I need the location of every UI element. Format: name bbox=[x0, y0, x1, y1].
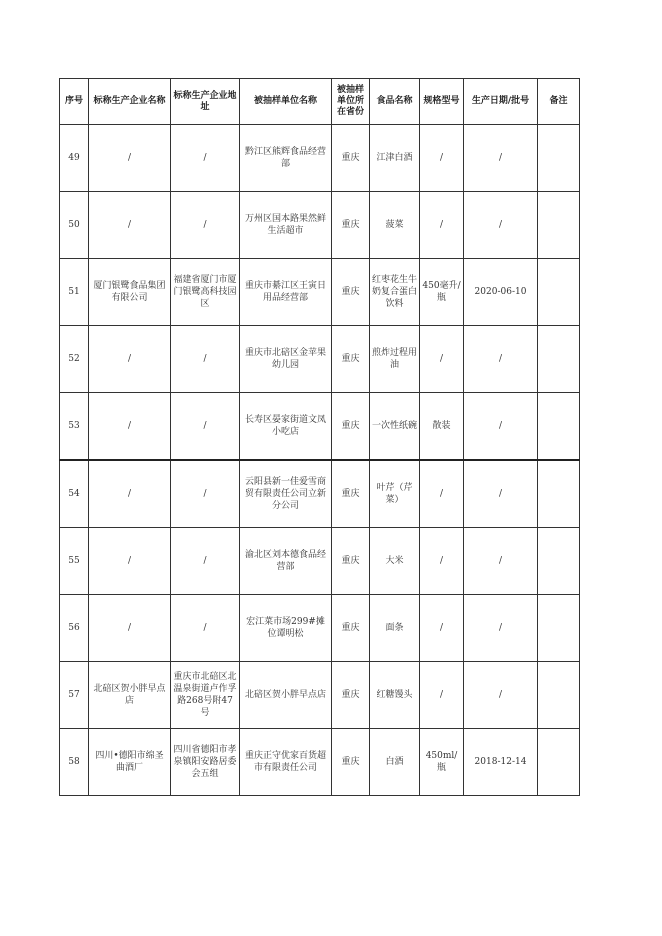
cell-province: 重庆 bbox=[332, 460, 370, 528]
cell-batch: / bbox=[464, 192, 538, 259]
cell-sampled-unit: 重庆市綦江区王寅日用品经营部 bbox=[240, 259, 332, 326]
cell-province: 重庆 bbox=[332, 326, 370, 393]
cell-spec: / bbox=[420, 125, 464, 192]
sampling-results-table bbox=[59, 78, 580, 796]
header-province: 被抽样单位所在省份 bbox=[332, 79, 370, 125]
cell-producer-name: 北碚区贺小胖早点店 bbox=[89, 662, 171, 729]
cell-seq: 53 bbox=[60, 393, 89, 461]
cell-producer-name: / bbox=[89, 192, 171, 259]
table-row bbox=[60, 125, 580, 192]
cell-spec: 散装 bbox=[420, 393, 464, 461]
cell-sampled-unit: 北碚区贺小胖早点店 bbox=[240, 662, 332, 729]
cell-province: 重庆 bbox=[332, 595, 370, 662]
cell-spec: / bbox=[420, 595, 464, 662]
cell-seq: 57 bbox=[60, 662, 89, 729]
cell-batch: / bbox=[464, 125, 538, 192]
cell-spec: 450毫升/瓶 bbox=[420, 259, 464, 326]
cell-producer-address: 福建省厦门市厦门银鹭高科技园区 bbox=[171, 259, 240, 326]
table-row bbox=[60, 595, 580, 662]
cell-seq: 54 bbox=[60, 460, 89, 528]
cell-producer-name: / bbox=[89, 460, 171, 528]
cell-seq: 51 bbox=[60, 259, 89, 326]
cell-seq: 50 bbox=[60, 192, 89, 259]
cell-producer-address: / bbox=[171, 125, 240, 192]
cell-seq: 55 bbox=[60, 528, 89, 595]
cell-province: 重庆 bbox=[332, 528, 370, 595]
cell-producer-name: 四川•德阳市绵圣曲酒厂 bbox=[89, 729, 171, 796]
cell-batch: / bbox=[464, 528, 538, 595]
table-row bbox=[60, 259, 580, 326]
header-batch: 生产日期/批号 bbox=[464, 79, 538, 125]
cell-sampled-unit: 云阳县新一佳爱雪商贸有限责任公司立新分公司 bbox=[240, 460, 332, 528]
header-spec: 规格型号 bbox=[420, 79, 464, 125]
cell-province: 重庆 bbox=[332, 192, 370, 259]
cell-note bbox=[538, 729, 580, 796]
cell-producer-address: 四川省德阳市孝泉镇阳安路居委会五组 bbox=[171, 729, 240, 796]
cell-producer-address: / bbox=[171, 393, 240, 461]
cell-batch: / bbox=[464, 595, 538, 662]
cell-producer-name: / bbox=[89, 595, 171, 662]
cell-batch: 2018-12-14 bbox=[464, 729, 538, 796]
cell-batch: / bbox=[464, 393, 538, 461]
header-sampled-unit: 被抽样单位名称 bbox=[240, 79, 332, 125]
cell-sampled-unit: 宏江菜市场299#摊位谭明松 bbox=[240, 595, 332, 662]
cell-note bbox=[538, 259, 580, 326]
cell-spec: / bbox=[420, 326, 464, 393]
cell-sampled-unit: 万州区国本路果然鲜生活超市 bbox=[240, 192, 332, 259]
cell-note bbox=[538, 393, 580, 461]
cell-note bbox=[538, 125, 580, 192]
cell-producer-address: / bbox=[171, 460, 240, 528]
cell-spec: / bbox=[420, 662, 464, 729]
cell-food-name: 红糖馒头 bbox=[370, 662, 420, 729]
cell-province: 重庆 bbox=[332, 125, 370, 192]
header-row bbox=[60, 79, 580, 125]
header-producer-address: 标称生产企业地址 bbox=[171, 79, 240, 125]
cell-batch: / bbox=[464, 326, 538, 393]
cell-producer-address: / bbox=[171, 595, 240, 662]
table-row bbox=[60, 662, 580, 729]
cell-sampled-unit: 重庆正守优家百货超市有限责任公司 bbox=[240, 729, 332, 796]
cell-sampled-unit: 黔江区熊辉食品经营部 bbox=[240, 125, 332, 192]
table-row bbox=[60, 460, 580, 528]
cell-food-name: 面条 bbox=[370, 595, 420, 662]
cell-producer-address: / bbox=[171, 326, 240, 393]
cell-spec: / bbox=[420, 528, 464, 595]
cell-batch: 2020-06-10 bbox=[464, 259, 538, 326]
cell-food-name: 一次性纸碗 bbox=[370, 393, 420, 461]
cell-seq: 56 bbox=[60, 595, 89, 662]
header-producer-name: 标称生产企业名称 bbox=[89, 79, 171, 125]
table-row bbox=[60, 192, 580, 259]
cell-sampled-unit: 渝北区刘本德食品经营部 bbox=[240, 528, 332, 595]
table-row bbox=[60, 528, 580, 595]
cell-producer-name: 厦门银鹭食品集团有限公司 bbox=[89, 259, 171, 326]
cell-note bbox=[538, 528, 580, 595]
cell-producer-name: / bbox=[89, 125, 171, 192]
cell-food-name: 煎炸过程用油 bbox=[370, 326, 420, 393]
cell-spec: / bbox=[420, 460, 464, 528]
cell-spec: 450ml/瓶 bbox=[420, 729, 464, 796]
cell-province: 重庆 bbox=[332, 259, 370, 326]
cell-producer-address: / bbox=[171, 528, 240, 595]
cell-seq: 49 bbox=[60, 125, 89, 192]
cell-note bbox=[538, 326, 580, 393]
cell-batch: / bbox=[464, 460, 538, 528]
cell-note bbox=[538, 460, 580, 528]
cell-food-name: 菠菜 bbox=[370, 192, 420, 259]
header-food-name: 食品名称 bbox=[370, 79, 420, 125]
cell-food-name: 红枣花生牛奶复合蛋白饮料 bbox=[370, 259, 420, 326]
cell-producer-name: / bbox=[89, 393, 171, 461]
cell-food-name: 大米 bbox=[370, 528, 420, 595]
table-row bbox=[60, 729, 580, 796]
header-note: 备注 bbox=[538, 79, 580, 125]
cell-producer-address: / bbox=[171, 192, 240, 259]
cell-province: 重庆 bbox=[332, 729, 370, 796]
cell-sampled-unit: 重庆市北碚区金苹果幼儿园 bbox=[240, 326, 332, 393]
cell-province: 重庆 bbox=[332, 662, 370, 729]
cell-sampled-unit: 长寿区晏家街道文凤小吃店 bbox=[240, 393, 332, 461]
cell-province: 重庆 bbox=[332, 393, 370, 461]
cell-note bbox=[538, 192, 580, 259]
header-seq: 序号 bbox=[60, 79, 89, 125]
cell-seq: 58 bbox=[60, 729, 89, 796]
cell-seq: 52 bbox=[60, 326, 89, 393]
cell-food-name: 江津白酒 bbox=[370, 125, 420, 192]
cell-spec: / bbox=[420, 192, 464, 259]
cell-producer-name: / bbox=[89, 326, 171, 393]
cell-producer-address: 重庆市北碚区北温泉街道卢作孚路268号附47号 bbox=[171, 662, 240, 729]
table-row bbox=[60, 393, 580, 461]
cell-food-name: 叶芹（芹菜） bbox=[370, 460, 420, 528]
cell-note bbox=[538, 595, 580, 662]
cell-food-name: 白酒 bbox=[370, 729, 420, 796]
table-row bbox=[60, 326, 580, 393]
cell-note bbox=[538, 662, 580, 729]
cell-producer-name: / bbox=[89, 528, 171, 595]
cell-batch: / bbox=[464, 662, 538, 729]
